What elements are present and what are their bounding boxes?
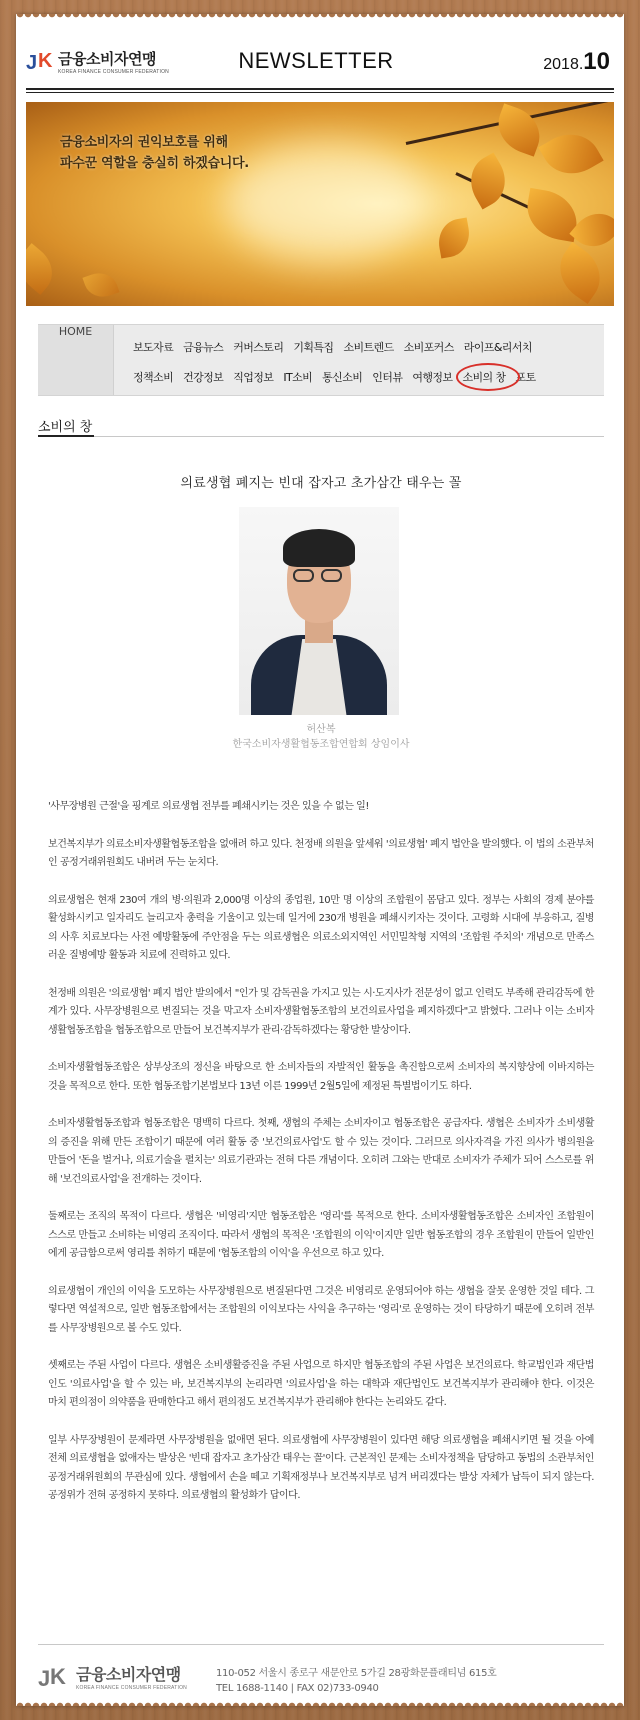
nav-item-life-research[interactable]: 라이프&리서치 bbox=[463, 341, 532, 354]
article-paragraph: 보건복지부가 의료소비자생활협동조합을 없애려 하고 있다. 천정배 의원을 앞세워 '의료생협' 폐지 법안을 발의했다. 이 법의 소관부처인 공정거래위원회도 내버려 두는 눈치다. bbox=[48, 838, 594, 868]
footer-logo[interactable] bbox=[38, 1662, 187, 1691]
nav-home[interactable]: HOME bbox=[38, 325, 114, 395]
footer-phone-fax: TEL 1688-1140 | FAX 02)733-0940 bbox=[216, 1683, 379, 1694]
nav-item-telecom[interactable]: 통신소비 bbox=[322, 371, 363, 384]
newsletter-page bbox=[16, 14, 624, 1706]
article-paragraph: 의료생협은 현재 230여 개의 병·의원과 2,000명 이상의 종업원, 10만 명 이상의 조합원이 몸담고 있다. 정부는 사회의 경제 분야를 활성화시키고 일자리도 늘리고자 총력을 기울이고 있는데 일거에 230개 병원을 폐쇄시키자는 것이다. 고령화 시대에 부응하고, 질병의 사후 치료보다는 사전 예방활동에 주안점을 두는 의료생협은 의료소외지역인 서민밀착형 지역의 '조합원 주치의' 개념으로 만족스러운 질병예방 활동과 치료에 진력하고 있다. bbox=[48, 894, 594, 961]
issue-date bbox=[543, 48, 610, 76]
banner-slogan bbox=[60, 132, 249, 174]
nav-item-interview[interactable]: 인터뷰 bbox=[372, 371, 403, 384]
article-paragraph: 소비자생활협동조합은 상부상조의 정신을 바탕으로 한 소비자들의 자발적인 활동을 촉진함으로써 소비자의 복지향상에 이바지하는 것을 목적으로 한다. 또한 협동조합기본법보다 13년 이른 1999년 2월5일에 제정된 특별법이기도 하다. bbox=[48, 1062, 594, 1092]
org-logo[interactable] bbox=[26, 48, 169, 75]
footer-org-name-en: KOREA FINANCE CONSUMER FEDERATION bbox=[76, 1685, 187, 1691]
nav-item-travel[interactable]: 여행정보 bbox=[412, 371, 453, 384]
nav-item-special[interactable]: 기획특집 bbox=[293, 341, 334, 354]
nav-row-1 bbox=[128, 339, 537, 355]
author-name: 허산복 bbox=[306, 724, 336, 735]
nav-item-it[interactable]: IT소비 bbox=[283, 371, 313, 384]
org-name-en: KOREA FINANCE CONSUMER FEDERATION bbox=[58, 69, 169, 75]
article-paragraph: '사무장병원 근절'을 핑계로 의료생협 전부를 폐쇄시키는 것은 있을 수 없는 일! bbox=[48, 801, 369, 812]
nav-item-finance-news[interactable]: 금융뉴스 bbox=[183, 341, 224, 354]
nav-row-2 bbox=[128, 369, 541, 385]
section-underline bbox=[38, 435, 94, 437]
issue-month: 10 bbox=[583, 48, 610, 75]
author-title: 한국소비자생활협동조합연합회 상임이사 bbox=[232, 739, 410, 750]
issue-year: 2018. bbox=[543, 56, 584, 73]
newsletter-header bbox=[26, 42, 614, 88]
section-divider bbox=[38, 436, 604, 437]
footer-org-name: 금융소비자연맹 bbox=[76, 1665, 181, 1684]
footer-contact bbox=[216, 1666, 497, 1696]
nav-item-consumer-window[interactable]: 소비의 창 bbox=[457, 369, 510, 385]
nav-item-consumer-focus[interactable]: 소비포커스 bbox=[403, 341, 454, 354]
section-title: 소비의 창 bbox=[38, 420, 93, 435]
article-paragraph: 둘째로는 조직의 목적이 다르다. 생협은 '비영리'지만 협동조합은 '영리'를 목적으로 한다. 소비자생활협동조합은 소비자인 조합원이 스스로 만들고 소비하는 비영리 조직이다. 따라서 생협의 목적은 '조합원의 이익'이지만 일반 협동조합의 경우 조합원이 만들어 일반인에게 공급함으로써 영리를 취하기 때문에 '협동조합의 이익'을 우선으로 하고 있다. bbox=[48, 1211, 594, 1259]
author-caption bbox=[38, 722, 604, 752]
footer-divider bbox=[38, 1644, 604, 1645]
article-paragraph: 의료생협이 개인의 이익을 도모하는 사무장병원으로 변질된다면 그것은 비영리로 운영되어야 하는 생협을 잘못 운영한 것일 테다. 그렇다면 역설적으로, 일반 협동조합에서는 조합원의 이익보다는 사익을 추구하는 '영리'로 운영하는 것이 타당하기 때문에 오히려 전부를 사무장병원으로 볼 수도 있다. bbox=[48, 1285, 594, 1334]
nav-item-cover-story[interactable]: 커버스토리 bbox=[233, 341, 284, 354]
banner-line-2: 파수꾼 역할을 충실히 하겠습니다. bbox=[60, 156, 249, 171]
article-body bbox=[48, 798, 594, 1525]
article-title: 의료생협 폐지는 빈대 잡자고 초가삼간 태우는 꼴 bbox=[180, 476, 462, 491]
nav-item-jobs[interactable]: 직업정보 bbox=[233, 371, 274, 384]
banner-line-1: 금융소비자의 권익보호를 위해 bbox=[60, 135, 228, 150]
category-nav bbox=[38, 324, 604, 396]
nav-item-press[interactable]: 보도자료 bbox=[133, 341, 174, 354]
article-paragraph: 일부 사무장병원이 문제라면 사무장병원을 없애면 된다. 의료생협에 사무장병원이 있다면 해당 의료생협을 폐쇄시키면 될 것을 아예 전체 의료생협을 없애자는 발상은 '빈대 잡자고 초가삼간 태우는 꼴'이다. 근본적인 문제는 소비자정책을 담당하고 동법의 소관부처인 공정거래위원회의 무관심에 있다. 생협에서 손을 떼고 기획재정부나 보건복지부로 넘겨 버리겠다는 발상 자체가 납득이 되지 않는다. 공정위가 전혀 공정하지 못하다. 의료생협의 활성화가 답이다. bbox=[48, 1434, 594, 1501]
article-paragraph: 소비자생활협동조합과 협동조합은 명백히 다르다. 첫째, 생협의 주체는 소비자이고 협동조합은 공급자다. 생협은 소비자가 소비생활의 증진을 위해 만든 조합이기 때문에 여러 활동 중 '보건의료사업'도 할 수 있는 것이다. 그러므로 의사자격을 가진 의사가 병의원을 만들어 '돈을 벌거나, 의료기술을 펼치는' 의료기관과는 전혀 다른 개념이다. 오히려 그와는 반대로 소비자가 주체가 되어 스스로를 위해 '보건의료사업'을 전개하는 것이다. bbox=[48, 1118, 594, 1185]
footer-address: 110-052 서울시 종로구 새문안로 5가길 28광화문플래티넘 615호 bbox=[216, 1668, 497, 1679]
org-name: 금융소비자연맹 bbox=[58, 50, 156, 68]
header-divider bbox=[26, 88, 614, 90]
nav-item-policy[interactable]: 정책소비 bbox=[133, 371, 174, 384]
kfcf-logo-icon: J K bbox=[26, 49, 53, 74]
hero-banner bbox=[26, 102, 614, 306]
article-paragraph: 셋째로는 주된 사업이 다르다. 생협은 소비생활증진을 주된 사업으로 하지만 협동조합의 주된 사업은 보건의료다. 학교법인과 재단법인도 '의료사업'을 할 수 있는 바, 보건복지부의 논리라면 '의료사업'을 하는 대학과 재단법인도 보건복지부가 관리해야 한다. 이것은 마치 편의점이 의약품을 판매한다고 해서 편의점도 보건복지부가 관리해야 한다는 논리와도 같다. bbox=[48, 1360, 594, 1408]
nav-item-photo[interactable]: 포토 bbox=[515, 371, 536, 384]
header-divider-thin bbox=[26, 92, 614, 93]
author-photo bbox=[239, 507, 399, 715]
nav-item-health[interactable]: 건강정보 bbox=[183, 371, 224, 384]
footer-kfcf-logo-icon: J K bbox=[38, 1663, 66, 1691]
newsletter-title: NEWSLETTER bbox=[238, 48, 394, 73]
article-paragraph: 천정배 의원은 '의료생협' 폐지 법안 발의에서 "인가 및 감독권을 가지고 있는 시·도지사가 전문성이 없고 인력도 부족해 관리감독에 한계가 있다. 사무장병원으로 변질되는 것을 막고자 소비자생활협동조합의 보건의료사업을 폐지하겠다"고 밝혔다. 그러나 이는 소비자생활협동조합을 협동조합으로 만들어 보건복지부가 관리·감독하겠다는 황당한 발상이다. bbox=[48, 987, 594, 1036]
nav-item-consumer-trend[interactable]: 소비트렌드 bbox=[343, 341, 394, 354]
